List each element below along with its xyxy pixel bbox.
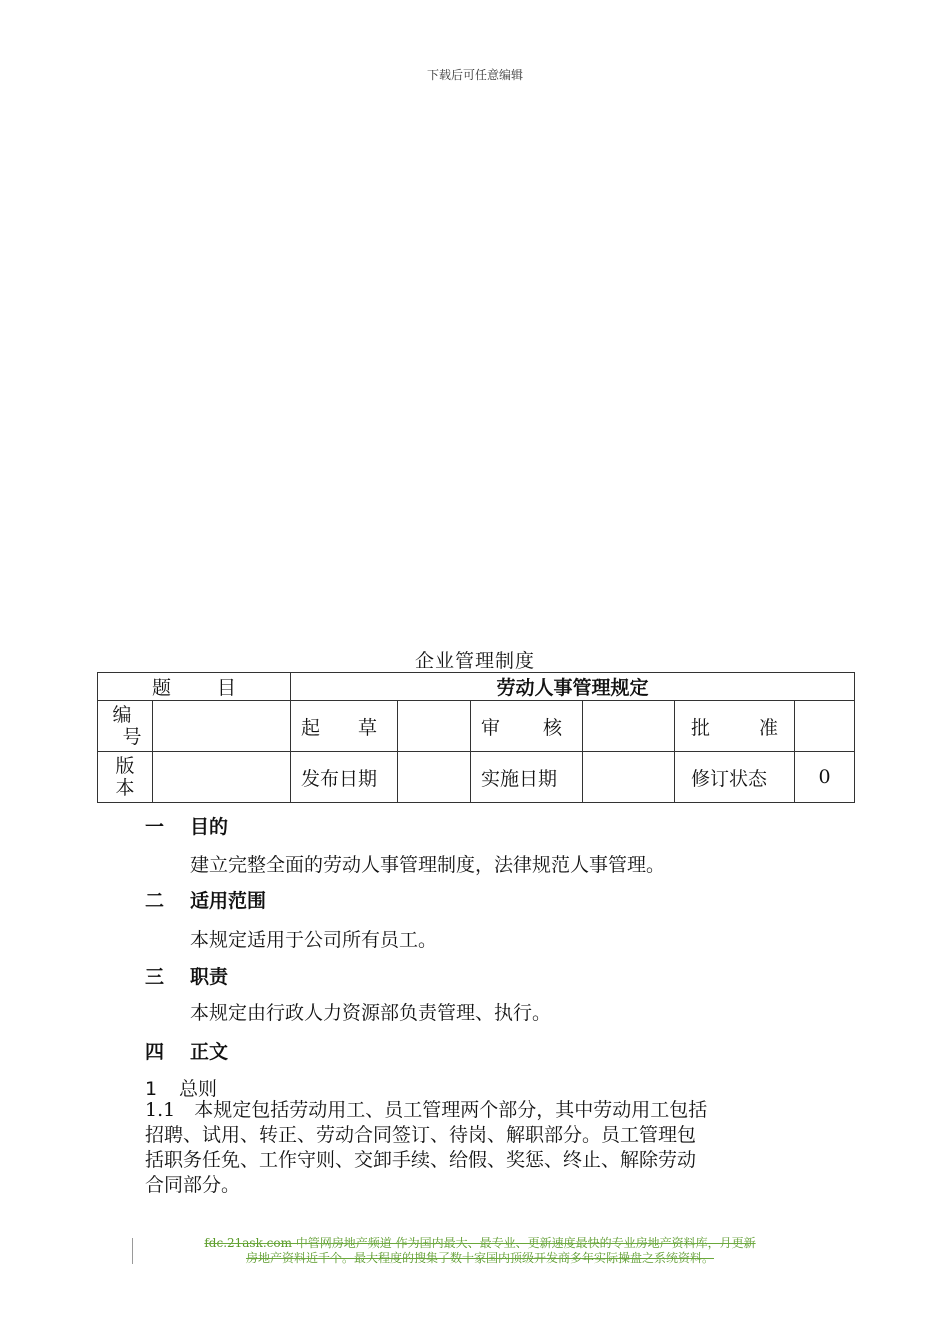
header-note: 下载后可任意编辑 bbox=[426, 68, 523, 82]
review-label-cell bbox=[471, 701, 583, 752]
subject-value-cell bbox=[291, 673, 855, 701]
revision-status-value-cell bbox=[795, 752, 855, 803]
subject-label-b: 目 bbox=[216, 677, 236, 699]
revision-status-value: 0 bbox=[818, 766, 831, 788]
version-label-b: 本 bbox=[115, 777, 135, 799]
section-3-title: 职责 bbox=[190, 966, 229, 988]
document-title: 企业管理制度 bbox=[414, 650, 535, 672]
effective-date-label: 实施日期 bbox=[481, 767, 558, 790]
subsection-title: 总则 bbox=[179, 1078, 218, 1100]
section-2-title: 适用范围 bbox=[190, 890, 267, 912]
number-label-cell bbox=[98, 701, 153, 752]
section-2-body: 本规定适用于公司所有员工。 bbox=[190, 929, 438, 951]
section-1-body: 建立完整全面的劳动人事管理制度，法律规范人事管理。 bbox=[190, 854, 666, 876]
subject-label-cell bbox=[98, 673, 291, 701]
subject-label-a: 题 bbox=[152, 677, 172, 699]
section-1-number: 一 bbox=[145, 816, 165, 838]
review-label-a: 审 bbox=[481, 716, 501, 739]
revision-status-label: 修订状态 bbox=[691, 767, 768, 790]
footer-watermark bbox=[140, 1236, 820, 1266]
footer-line: 房地产资料近千个。最大程度的搜集了数十家国内顶级开发商多年实际操盘之系统资料。 bbox=[245, 1251, 714, 1265]
draft-value-cell bbox=[398, 701, 471, 752]
section-3-number: 三 bbox=[145, 966, 165, 988]
effective-date-label-cell bbox=[471, 752, 583, 803]
revision-status-label-cell bbox=[675, 752, 795, 803]
section-3-body: 本规定由行政人力资源部负责管理、执行。 bbox=[190, 1002, 552, 1024]
section-4-title: 正文 bbox=[190, 1041, 229, 1063]
body-paragraph bbox=[145, 1098, 810, 1198]
number-value-cell bbox=[153, 701, 291, 752]
subsection-heading bbox=[145, 1074, 217, 1101]
version-value-cell bbox=[153, 752, 291, 803]
publish-date-label-cell bbox=[291, 752, 398, 803]
paragraph-line: 合同部分。 bbox=[145, 1174, 241, 1196]
number-label-b: 号 bbox=[122, 726, 142, 748]
footer-divider bbox=[132, 1238, 133, 1264]
review-value-cell bbox=[583, 701, 675, 752]
paragraph-line: 招聘、试用、转正、劳动合同签订、待岗、解职部分。员工管理包 bbox=[145, 1124, 697, 1146]
effective-date-value-cell bbox=[583, 752, 675, 803]
paragraph-line: 括职务任免、工作守则、交卸手续、给假、奖惩、终止、解除劳动 bbox=[145, 1149, 697, 1171]
version-label-a: 版 bbox=[115, 755, 135, 777]
section-1-title: 目的 bbox=[190, 816, 229, 838]
draft-label-a: 起 bbox=[301, 716, 321, 739]
number-label-a: 编 bbox=[112, 704, 132, 726]
subsection-number: 1 bbox=[145, 1078, 158, 1100]
draft-label-cell bbox=[291, 701, 398, 752]
paragraph-line: 1.1 本规定包括劳动用工、员工管理两个部分，其中劳动用工包括 bbox=[145, 1099, 708, 1121]
document-meta-table bbox=[97, 672, 855, 803]
footer-line: fdc.21ask.com 中管网房地产频道 作为国内最大、最专业、更新速度最快的专业房地产资料库，月更新 bbox=[204, 1236, 756, 1250]
publish-date-label: 发布日期 bbox=[301, 767, 378, 790]
approve-value-cell bbox=[795, 701, 855, 752]
version-label-cell bbox=[98, 752, 153, 803]
section-4-number: 四 bbox=[145, 1041, 165, 1063]
approve-label-b: 准 bbox=[758, 716, 778, 739]
section-2-number: 二 bbox=[145, 890, 165, 912]
subject-value: 劳动人事管理规定 bbox=[496, 677, 649, 699]
review-label-b: 核 bbox=[542, 716, 562, 739]
publish-date-value-cell bbox=[398, 752, 471, 803]
draft-label-b: 草 bbox=[357, 716, 377, 739]
approve-label-a: 批 bbox=[691, 716, 711, 739]
approve-label-cell bbox=[675, 701, 795, 752]
